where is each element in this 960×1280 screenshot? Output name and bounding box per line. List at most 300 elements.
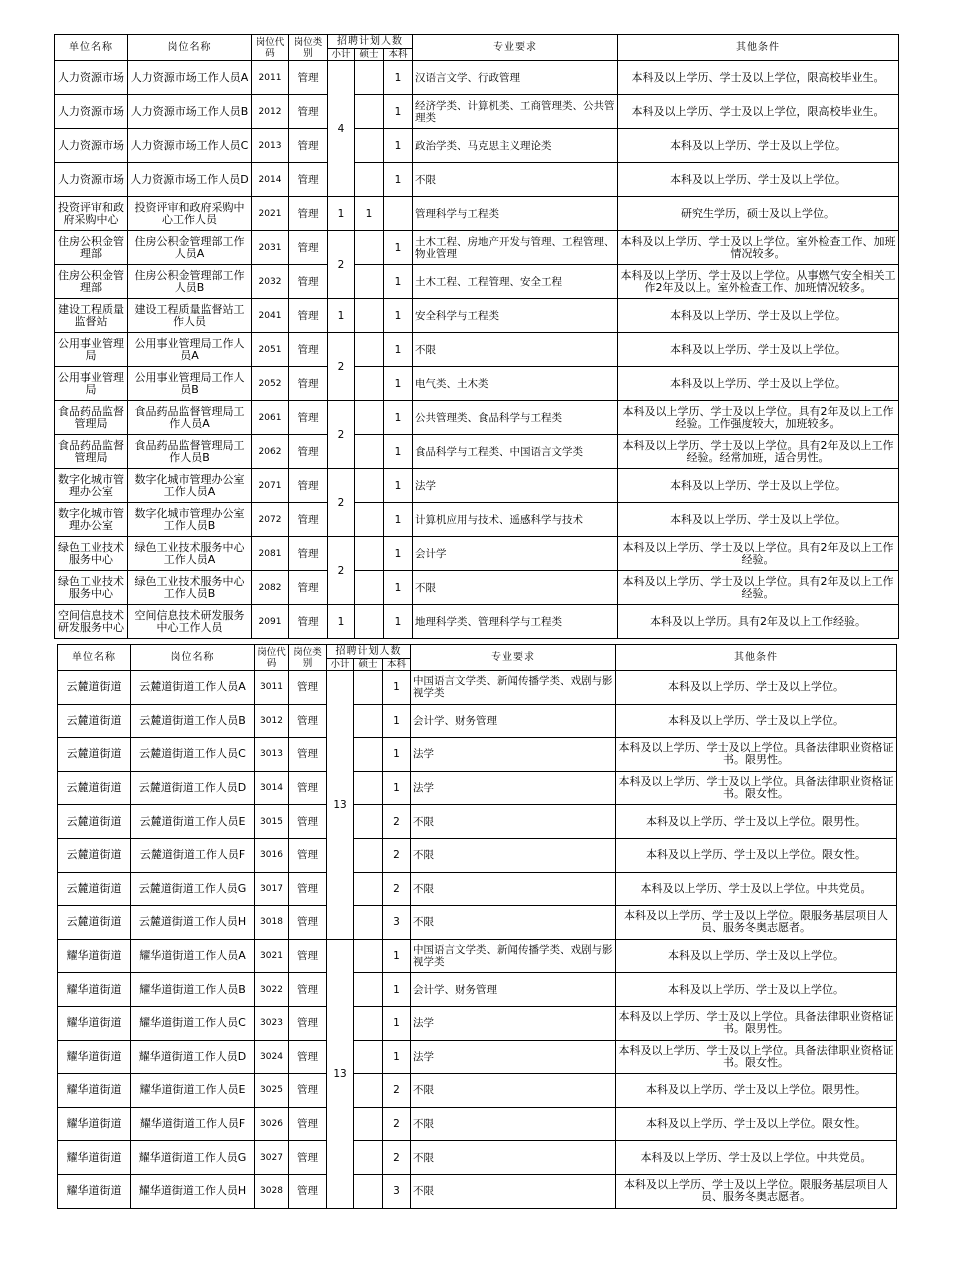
header-category: 岗位类别 (289, 645, 327, 671)
master-count (355, 163, 384, 197)
other-conditions: 本科及以上学历、学士及以上学位。 (616, 704, 897, 738)
bachelor-count: 1 (383, 671, 411, 705)
other-conditions: 本科及以上学历、学士及以上学位。 (618, 367, 899, 401)
major-requirement: 管理科学与工程类 (413, 197, 618, 231)
position-category: 管理 (289, 939, 327, 973)
table-row (55, 435, 899, 469)
unit-name: 耀华道街道 (58, 1141, 131, 1175)
position-name: 住房公积金管理部工作人员B (128, 265, 252, 299)
unit-name: 耀华道街道 (58, 1074, 131, 1108)
position-name: 绿色工业技术服务中心工作人员A (128, 537, 252, 571)
unit-name: 耀华道街道 (58, 939, 131, 973)
header-subtotal: 小计 (328, 49, 355, 61)
bachelor-count: 1 (384, 435, 413, 469)
position-category: 管理 (289, 367, 328, 401)
header-position: 岗位名称 (131, 645, 255, 671)
bachelor-count: 1 (384, 367, 413, 401)
position-name: 食品药品监督管理局工作人员A (128, 401, 252, 435)
master-count (354, 973, 383, 1007)
header-master: 硕士 (355, 49, 384, 61)
position-category: 管理 (289, 265, 328, 299)
position-code: 3012 (255, 704, 289, 738)
unit-name: 人力资源市场 (55, 95, 128, 129)
position-name: 云麓道街道工作人员G (131, 872, 255, 906)
table-row (55, 265, 899, 299)
header-master: 硕士 (354, 659, 383, 671)
position-category: 管理 (289, 973, 327, 1007)
major-requirement: 法学 (411, 771, 616, 805)
position-name: 耀华道街道工作人员A (131, 939, 255, 973)
unit-name: 空间信息技术研发服务中心 (55, 605, 128, 639)
table-row (55, 333, 899, 367)
position-code: 2071 (252, 469, 289, 503)
master-count (355, 299, 384, 333)
position-category: 管理 (289, 605, 328, 639)
position-category: 管理 (289, 163, 328, 197)
position-category: 管理 (289, 1174, 327, 1208)
table-row (55, 537, 899, 571)
subtotal-count: 2 (328, 469, 355, 537)
subtotal-count: 1 (328, 605, 355, 639)
bachelor-count (384, 197, 413, 231)
position-name: 数字化城市管理办公室工作人员A (128, 469, 252, 503)
position-code: 2012 (252, 95, 289, 129)
master-count (355, 333, 384, 367)
unit-name: 建设工程质量监督站 (55, 299, 128, 333)
table-row (55, 469, 899, 503)
bachelor-count: 1 (383, 738, 411, 772)
bachelor-count: 1 (384, 129, 413, 163)
major-requirement: 土木工程、工程管理、安全工程 (413, 265, 618, 299)
major-requirement: 不限 (411, 872, 616, 906)
table-row (58, 1141, 897, 1175)
unit-name: 云麓道街道 (58, 704, 131, 738)
master-count (355, 469, 384, 503)
header-position: 岗位名称 (128, 35, 252, 61)
header-major: 专业要求 (413, 35, 618, 61)
bachelor-count: 3 (383, 906, 411, 940)
major-requirement: 不限 (413, 333, 618, 367)
other-conditions: 本科及以上学历、学士及以上学位。具备法律职业资格证书。限女性。 (616, 1040, 897, 1074)
master-count (355, 435, 384, 469)
position-name: 人力资源市场工作人员D (128, 163, 252, 197)
position-name: 公用事业管理局工作人员B (128, 367, 252, 401)
bachelor-count: 1 (383, 1040, 411, 1074)
other-conditions: 本科及以上学历、学士及以上学位，限高校毕业生。 (618, 61, 899, 95)
position-code: 2072 (252, 503, 289, 537)
position-code: 3017 (255, 872, 289, 906)
subtotal-count: 2 (328, 401, 355, 469)
unit-name: 绿色工业技术服务中心 (55, 537, 128, 571)
master-count (354, 704, 383, 738)
bachelor-count: 2 (383, 1074, 411, 1108)
position-category: 管理 (289, 435, 328, 469)
bachelor-count: 1 (384, 537, 413, 571)
position-category: 管理 (289, 1107, 327, 1141)
position-category: 管理 (289, 231, 328, 265)
unit-name: 住房公积金管理部 (55, 265, 128, 299)
other-conditions: 本科及以上学历、学士及以上学位。中共党员。 (616, 1141, 897, 1175)
unit-name: 云麓道街道 (58, 872, 131, 906)
bachelor-count: 1 (384, 265, 413, 299)
position-name: 云麓道街道工作人员D (131, 771, 255, 805)
position-code: 2091 (252, 605, 289, 639)
bachelor-count: 1 (384, 605, 413, 639)
subtotal-count: 13 (327, 671, 354, 940)
bachelor-count: 1 (383, 973, 411, 1007)
position-category: 管理 (289, 906, 327, 940)
bachelor-count: 1 (384, 333, 413, 367)
table-row (55, 129, 899, 163)
master-count (354, 1040, 383, 1074)
unit-name: 人力资源市场 (55, 163, 128, 197)
major-requirement: 不限 (411, 838, 616, 872)
position-code: 2062 (252, 435, 289, 469)
unit-name: 云麓道街道 (58, 738, 131, 772)
bachelor-count: 1 (384, 163, 413, 197)
other-conditions: 本科及以上学历、学士及以上学位。 (618, 333, 899, 367)
table-row (58, 805, 897, 839)
master-count (354, 1006, 383, 1040)
subtotal-count: 4 (328, 61, 355, 197)
unit-name: 云麓道街道 (58, 805, 131, 839)
header-plan: 招聘计划人数 (327, 645, 411, 659)
header-other: 其他条件 (616, 645, 897, 671)
table-row (58, 1174, 897, 1208)
subtotal-count: 1 (328, 197, 355, 231)
position-code: 2014 (252, 163, 289, 197)
bachelor-count: 1 (384, 469, 413, 503)
major-requirement: 不限 (413, 571, 618, 605)
position-category: 管理 (289, 771, 327, 805)
master-count (355, 129, 384, 163)
unit-name: 绿色工业技术服务中心 (55, 571, 128, 605)
position-category: 管理 (289, 1141, 327, 1175)
bachelor-count: 1 (383, 704, 411, 738)
other-conditions: 本科及以上学历、学士及以上学位。限男性。 (616, 1074, 897, 1108)
other-conditions: 本科及以上学历、学士及以上学位。具有2年及以上工作经验。 (618, 537, 899, 571)
position-category: 管理 (289, 333, 328, 367)
table-row (58, 1040, 897, 1074)
position-category: 管理 (289, 129, 328, 163)
position-name: 人力资源市场工作人员A (128, 61, 252, 95)
other-conditions: 本科及以上学历、学士及以上学位。室外检查工作、加班情况较多。 (618, 231, 899, 265)
position-code: 3028 (255, 1174, 289, 1208)
unit-name: 人力资源市场 (55, 129, 128, 163)
major-requirement: 电气类、土木类 (413, 367, 618, 401)
master-count (354, 771, 383, 805)
master-count (354, 838, 383, 872)
table-row (58, 973, 897, 1007)
major-requirement: 会计学、财务管理 (411, 704, 616, 738)
position-name: 耀华道街道工作人员B (131, 973, 255, 1007)
bachelor-count: 1 (384, 95, 413, 129)
position-name: 食品药品监督管理局工作人员B (128, 435, 252, 469)
master-count (355, 61, 384, 95)
unit-name: 食品药品监督管理局 (55, 435, 128, 469)
position-name: 住房公积金管理部工作人员A (128, 231, 252, 265)
major-requirement: 不限 (411, 906, 616, 940)
position-category: 管理 (289, 197, 328, 231)
position-category: 管理 (289, 503, 328, 537)
other-conditions: 本科及以上学历、学士及以上学位，限高校毕业生。 (618, 95, 899, 129)
master-count (355, 95, 384, 129)
position-name: 人力资源市场工作人员B (128, 95, 252, 129)
position-category: 管理 (289, 1040, 327, 1074)
master-count (354, 738, 383, 772)
position-code: 3016 (255, 838, 289, 872)
major-requirement: 中国语言文学类、新闻传播学类、戏剧与影视学类 (411, 671, 616, 705)
subtotal-count: 2 (328, 333, 355, 401)
position-code: 3023 (255, 1006, 289, 1040)
unit-name: 云麓道街道 (58, 838, 131, 872)
bachelor-count: 2 (383, 872, 411, 906)
position-category: 管理 (289, 872, 327, 906)
bachelor-count: 1 (384, 231, 413, 265)
bachelor-count: 2 (383, 1141, 411, 1175)
position-category: 管理 (289, 299, 328, 333)
bachelor-count: 1 (383, 771, 411, 805)
master-count (355, 231, 384, 265)
unit-name: 公用事业管理局 (55, 333, 128, 367)
major-requirement: 汉语言文学、行政管理 (413, 61, 618, 95)
table-row (58, 1107, 897, 1141)
major-requirement: 不限 (413, 163, 618, 197)
other-conditions: 本科及以上学历、学士及以上学位。限服务基层项目人员、服务冬奥志愿者。 (616, 1174, 897, 1208)
table-row (55, 605, 899, 639)
unit-name: 耀华道街道 (58, 1040, 131, 1074)
subtotal-count: 2 (328, 537, 355, 605)
table-row (55, 401, 899, 435)
table-row (55, 197, 899, 231)
unit-name: 耀华道街道 (58, 973, 131, 1007)
unit-name: 云麓道街道 (58, 771, 131, 805)
unit-name: 云麓道街道 (58, 671, 131, 705)
position-name: 人力资源市场工作人员C (128, 129, 252, 163)
position-category: 管理 (289, 704, 327, 738)
master-count (354, 872, 383, 906)
position-category: 管理 (289, 838, 327, 872)
header-unit: 单位名称 (58, 645, 131, 671)
major-requirement: 不限 (411, 1141, 616, 1175)
other-conditions: 本科及以上学历。具有2年及以上工作经验。 (618, 605, 899, 639)
table-row (55, 571, 899, 605)
position-name: 耀华道街道工作人员F (131, 1107, 255, 1141)
bachelor-count: 1 (383, 939, 411, 973)
position-code: 3013 (255, 738, 289, 772)
other-conditions: 本科及以上学历、学士及以上学位。限女性。 (616, 838, 897, 872)
other-conditions: 本科及以上学历、学士及以上学位。 (616, 973, 897, 1007)
master-count (354, 1174, 383, 1208)
other-conditions: 本科及以上学历、学士及以上学位。 (618, 163, 899, 197)
table-row (58, 838, 897, 872)
position-name: 耀华道街道工作人员G (131, 1141, 255, 1175)
position-code: 2081 (252, 537, 289, 571)
unit-name: 耀华道街道 (58, 1174, 131, 1208)
other-conditions: 本科及以上学历、学士及以上学位。中共党员。 (616, 872, 897, 906)
other-conditions: 本科及以上学历、学士及以上学位。 (618, 503, 899, 537)
major-requirement: 土木工程、房地产开发与管理、工程管理、物业管理 (413, 231, 618, 265)
position-code: 3015 (255, 805, 289, 839)
header-unit: 单位名称 (55, 35, 128, 61)
unit-name: 公用事业管理局 (55, 367, 128, 401)
bachelor-count: 3 (383, 1174, 411, 1208)
unit-name: 住房公积金管理部 (55, 231, 128, 265)
position-name: 投资评审和政府采购中心工作人员 (128, 197, 252, 231)
table-row (58, 671, 897, 705)
table-row (58, 738, 897, 772)
major-requirement: 会计学 (413, 537, 618, 571)
master-count (355, 265, 384, 299)
other-conditions: 本科及以上学历、学士及以上学位。具备法律职业资格证书。限男性。 (616, 738, 897, 772)
recruitment-table-2 (57, 644, 897, 1209)
position-name: 公用事业管理局工作人员A (128, 333, 252, 367)
table-row (55, 95, 899, 129)
unit-name: 食品药品监督管理局 (55, 401, 128, 435)
position-name: 云麓道街道工作人员E (131, 805, 255, 839)
table-row (58, 939, 897, 973)
position-name: 耀华道街道工作人员C (131, 1006, 255, 1040)
subtotal-count: 1 (328, 299, 355, 333)
major-requirement: 法学 (413, 469, 618, 503)
position-category: 管理 (289, 671, 327, 705)
bachelor-count: 1 (384, 503, 413, 537)
major-requirement: 经济学类、计算机类、工商管理类、公共管理类 (413, 95, 618, 129)
table-row (58, 872, 897, 906)
table-row (55, 163, 899, 197)
other-conditions: 本科及以上学历、学士及以上学位。具有2年及以上工作经验。工作强度较大，加班较多。 (618, 401, 899, 435)
unit-name: 数字化城市管理办公室 (55, 469, 128, 503)
major-requirement: 食品科学与工程类、中国语言文学类 (413, 435, 618, 469)
other-conditions: 本科及以上学历、学士及以上学位。具备法律职业资格证书。限女性。 (616, 771, 897, 805)
position-name: 建设工程质量监督站工作人员 (128, 299, 252, 333)
position-name: 云麓道街道工作人员F (131, 838, 255, 872)
position-code: 2032 (252, 265, 289, 299)
master-count (354, 1074, 383, 1108)
table-row (58, 771, 897, 805)
header-other: 其他条件 (618, 35, 899, 61)
unit-name: 云麓道街道 (58, 906, 131, 940)
major-requirement: 会计学、财务管理 (411, 973, 616, 1007)
bachelor-count: 1 (384, 571, 413, 605)
other-conditions: 本科及以上学历、学士及以上学位。 (618, 129, 899, 163)
position-code: 3025 (255, 1074, 289, 1108)
position-code: 2031 (252, 231, 289, 265)
position-category: 管理 (289, 61, 328, 95)
bachelor-count: 1 (383, 1006, 411, 1040)
other-conditions: 本科及以上学历、学士及以上学位。从事燃气安全相关工作2年及以上。室外检查工作、加班情况较多。 (618, 265, 899, 299)
major-requirement: 计算机应用与技术、遥感科学与技术 (413, 503, 618, 537)
header-bachelor: 本科 (383, 659, 411, 671)
position-category: 管理 (289, 1074, 327, 1108)
other-conditions: 本科及以上学历、学士及以上学位。 (618, 299, 899, 333)
major-requirement: 不限 (411, 1174, 616, 1208)
position-name: 绿色工业技术服务中心工作人员B (128, 571, 252, 605)
header-bachelor: 本科 (384, 49, 413, 61)
major-requirement: 法学 (411, 1006, 616, 1040)
recruitment-table-1 (54, 34, 899, 639)
master-count (354, 939, 383, 973)
position-category: 管理 (289, 537, 328, 571)
master-count (354, 671, 383, 705)
major-requirement: 不限 (411, 1074, 616, 1108)
table-row (55, 231, 899, 265)
position-code: 2021 (252, 197, 289, 231)
other-conditions: 本科及以上学历、学士及以上学位。 (616, 671, 897, 705)
major-requirement: 公共管理类、食品科学与工程类 (413, 401, 618, 435)
position-code: 2013 (252, 129, 289, 163)
position-category: 管理 (289, 738, 327, 772)
position-category: 管理 (289, 571, 328, 605)
position-name: 数字化城市管理办公室工作人员B (128, 503, 252, 537)
major-requirement: 不限 (411, 805, 616, 839)
unit-name: 数字化城市管理办公室 (55, 503, 128, 537)
position-code: 2011 (252, 61, 289, 95)
position-code: 2041 (252, 299, 289, 333)
position-category: 管理 (289, 1006, 327, 1040)
table-row (55, 61, 899, 95)
position-name: 云麓道街道工作人员H (131, 906, 255, 940)
position-code: 3027 (255, 1141, 289, 1175)
bachelor-count: 1 (384, 299, 413, 333)
unit-name: 耀华道街道 (58, 1006, 131, 1040)
position-name: 云麓道街道工作人员C (131, 738, 255, 772)
major-requirement: 政治学类、马克思主义理论类 (413, 129, 618, 163)
other-conditions: 研究生学历，硕士及以上学位。 (618, 197, 899, 231)
other-conditions: 本科及以上学历、学士及以上学位。限服务基层项目人员、服务冬奥志愿者。 (616, 906, 897, 940)
position-category: 管理 (289, 401, 328, 435)
position-code: 3024 (255, 1040, 289, 1074)
header-code: 岗位代码 (252, 35, 289, 61)
subtotal-count: 13 (327, 939, 354, 1208)
table-row (55, 503, 899, 537)
header-major: 专业要求 (411, 645, 616, 671)
bachelor-count: 2 (383, 805, 411, 839)
position-code: 2082 (252, 571, 289, 605)
header-code: 岗位代码 (255, 645, 289, 671)
major-requirement: 法学 (411, 738, 616, 772)
position-code: 2052 (252, 367, 289, 401)
position-name: 空间信息技术研发服务中心工作人员 (128, 605, 252, 639)
major-requirement: 不限 (411, 1107, 616, 1141)
master-count (355, 605, 384, 639)
position-name: 云麓道街道工作人员A (131, 671, 255, 705)
master-count (355, 571, 384, 605)
other-conditions: 本科及以上学历、学士及以上学位。限男性。 (616, 805, 897, 839)
position-name: 耀华道街道工作人员H (131, 1174, 255, 1208)
table-row (58, 704, 897, 738)
master-count (355, 401, 384, 435)
table-row (58, 1074, 897, 1108)
position-code: 3018 (255, 906, 289, 940)
other-conditions: 本科及以上学历、学士及以上学位。具备法律职业资格证书。限男性。 (616, 1006, 897, 1040)
master-count (355, 367, 384, 401)
major-requirement: 地理科学类、管理科学与工程类 (413, 605, 618, 639)
header-subtotal: 小计 (327, 659, 354, 671)
bachelor-count: 2 (383, 1107, 411, 1141)
position-code: 2051 (252, 333, 289, 367)
position-name: 耀华道街道工作人员E (131, 1074, 255, 1108)
other-conditions: 本科及以上学历、学士及以上学位。限女性。 (616, 1107, 897, 1141)
table-row (58, 1006, 897, 1040)
position-category: 管理 (289, 95, 328, 129)
position-category: 管理 (289, 805, 327, 839)
table-row (58, 906, 897, 940)
master-count (354, 1107, 383, 1141)
unit-name: 耀华道街道 (58, 1107, 131, 1141)
position-code: 3011 (255, 671, 289, 705)
position-name: 云麓道街道工作人员B (131, 704, 255, 738)
